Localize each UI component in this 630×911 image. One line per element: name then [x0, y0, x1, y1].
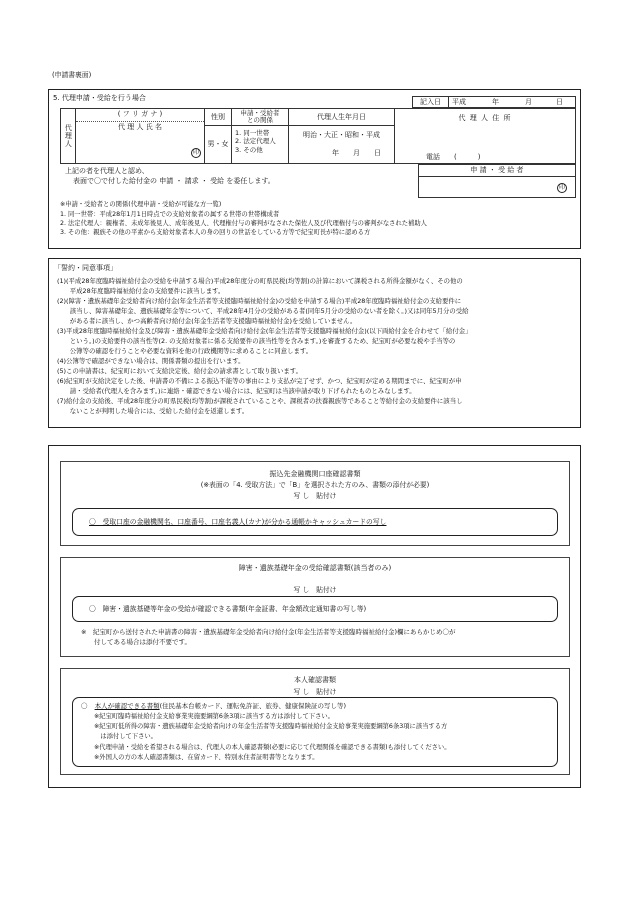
- pledge-line: (6)紀宝町が支給決定をした後、申請書の不備による振込不能等の事由により支払が完了せず、かつ、紀宝町が定める期間までに、紀宝町が申: [57, 377, 462, 385]
- proxy-address-label: 代 理 人 住 所: [458, 114, 512, 122]
- relation-choices[interactable]: [231, 125, 289, 164]
- bank-docs-title: 振込先金融機関口座確認書類: [269, 470, 361, 478]
- proxy-phone-label: 電話 ( ): [426, 153, 481, 161]
- proxy-address-field[interactable]: [394, 108, 576, 164]
- relation-notes-title: ※申請・受給者との関係(代理申請・受給が可能な方一覧): [60, 201, 222, 208]
- entry-date-label: 記入日: [412, 96, 449, 108]
- pledge-line: (3)平成28年度臨時福祉給付金及び障害・遺族基礎年金受給者向け給付金(年金生活者等支援臨時福祉給付金)(以下両給付金を合わせて「給付金」: [57, 327, 472, 335]
- identity-docs-item: 〇 本人が確認できる書類(住民基本台帳カード、運転免許証、旅券、健康保険証の写し等): [81, 702, 347, 710]
- pledge-line: がある者に該当し、かつ高齢者向け給付金(年金生活者等支援臨時福祉給付金)を受給していません。: [57, 317, 357, 325]
- relation-label: 申請・受給者との関係: [231, 108, 289, 126]
- pledge-title: 「誓約・同意事項」: [54, 264, 117, 272]
- pledge-line: という。)の支給要件の該当性等(2. の支給対象者に係る支給要件の該当性等を含みます。)を審査するため、紀宝町が必要な税や手当等の: [57, 337, 456, 345]
- identity-docs-note: ※代理申請・受給を希望される場合は、代理人の本人確認書類(必要に応じて代理関係を確認できる書類)も添付してください。: [94, 743, 451, 751]
- entry-date-month: 月: [525, 97, 532, 106]
- pledge-line: (1)(平成28年度臨時福祉給付金の受給を申請する場合)平成28年度分の町県民税(均等割)の計算において課税される所得金額がなく、その他の: [57, 277, 463, 285]
- pledge-line: (7)給付金の支給後、平成28年度分の町県民税(均等割)が課税されていることや、課税者の扶養親族等であること等給付金の支給要件に該当し: [57, 397, 463, 405]
- pledge-line: 平成28年度臨時福祉給付金の支給要件に該当します。: [57, 287, 225, 295]
- identity-docs-item-underlined: 本人が確認できる書類: [94, 702, 160, 710]
- relation-option-household[interactable]: 1. 同一世帯: [235, 129, 270, 137]
- bank-docs-subtitle: (※表面の「4. 受取方法」で「B」を選択された方のみ、書類の添付が必要): [200, 481, 430, 489]
- relation-option-other[interactable]: 3. その他: [235, 145, 263, 154]
- pension-docs-title: 障害・遺族基礎年金の受給確認書類(該当者のみ): [238, 564, 392, 572]
- gender-choice[interactable]: 男・女: [204, 125, 232, 164]
- pension-docs-note-2: 付してある場合は添付不要です。: [81, 638, 191, 646]
- proxy-birthdate-label: 代理人生年月日: [288, 108, 395, 126]
- identity-docs-note: は添付して下さい。: [94, 733, 157, 741]
- applicant-seal-mark: 印: [558, 184, 565, 192]
- page-label: (申請書裏面): [52, 71, 92, 79]
- proxy-name-label: 代 理 人 氏 名: [118, 122, 162, 131]
- entry-date-field[interactable]: [448, 96, 576, 108]
- applicant-label: 申 請 ・ 受 給 者: [418, 164, 576, 177]
- pledge-line: 公簿等の確認を行うことや必要な資料を他の行政機関等に求めることに同意します。: [57, 347, 313, 355]
- consent-line-2: 表面で〇で付した給付金の 申請 ・ 請求 ・ 受給 を委任します。: [73, 177, 275, 185]
- pledge-line: (4)公簿等で確認ができない場合は、関係書類の提出を行います。: [57, 357, 245, 365]
- pension-docs-item: 〇 障害・遺族基礎等年金の受給が確認できる書類(年金証書、年金額改定通知書の写し等): [89, 605, 367, 613]
- relation-note-1: 1. 同一世帯：平成28年1月1日時点での支給対象者の属する世帯の世帯構成者: [60, 211, 280, 218]
- entry-date-era: 平成: [452, 97, 466, 106]
- proxy-birthdate-field[interactable]: [288, 125, 395, 164]
- relation-note-2: 2. 法定代理人：親権者、未成年後見人、成年後見人、代理権付与の審判がなされた保佐人及び代理権付与の審判がなされた補助人: [60, 220, 427, 227]
- relation-note-3: 3. その他：親族その他の平素から支給対象者本人の身の回りの世話をしている方等で紀宝町長が特に認める方: [60, 229, 371, 236]
- entry-date-day: 日: [556, 97, 563, 106]
- proxy-seal-mark: 印: [192, 149, 199, 157]
- birth-eras: 明治・大正・昭和・平成: [303, 130, 380, 139]
- identity-docs-note: ※紀宝町臨時福祉給付金支給事業実施要綱第6条3項に該当する方は添付して下さい。: [94, 713, 334, 720]
- applicant-signature-field[interactable]: [418, 176, 576, 198]
- birth-ymd: 年 月 日: [332, 149, 381, 158]
- furigana-label: ( フ リ ガ ナ ): [76, 109, 204, 122]
- identity-docs-note: ※紀宝町低所得の障害・遺族基礎年金受給者向けの年金生活者等支援臨時福祉給付金支給事業実施要綱第6条3項に該当する方: [94, 723, 448, 731]
- identity-docs-note: ※外国人の方の本人確認書類は、在留カード、特別永住者証明書等となります。: [94, 753, 319, 761]
- gender-label: 性別: [204, 108, 232, 126]
- consent-line-1: 上記の者を代理人と認め、: [65, 167, 149, 175]
- pledge-line: 該当し、障害基礎年金、遺族基礎年金等について、平成28年4月分の受給がある者(同年5月分の受給のない者を除く。)又は同年5月分の受給: [57, 307, 469, 315]
- pension-docs-note-1: ※ 紀宝町から送付された申請書の障害・遺族基礎年金受給者向け給付金(年金生活者等支援臨時福祉給付金)欄にあらかじめ〇が: [81, 628, 456, 636]
- proxy-name-field[interactable]: [75, 108, 205, 164]
- relation-option-legal[interactable]: 2. 法定代理人: [235, 137, 276, 146]
- bank-docs-paste-label: 写 し 貼付け: [293, 492, 337, 500]
- identity-docs-title: 本人確認書類: [294, 676, 336, 684]
- pledge-line: 請・受給者(代理人を含みます。)に連絡・確認できない場合には、紀宝町は当該申請が取り下げられたものとみなします。: [57, 387, 416, 395]
- identity-docs-notes: [94, 712, 451, 763]
- pledge-line: (5)この申請書は、紀宝町において支給決定後、給付金の請求書として取り扱います。: [57, 367, 302, 375]
- proxy-side-label: 代理人: [60, 108, 76, 164]
- bank-docs-item: 〇 受取口座の金融機関名、口座番号、口座名義人(カナ)が分かる通帳かキャッシュカードの写し: [89, 518, 387, 526]
- pledge-line: ないことが判明した場合には、受給した給付金を返還します。: [57, 407, 249, 415]
- proxy-section-title: 5. 代理申請・受給を行う場合: [53, 94, 146, 102]
- entry-date-year: 年: [492, 97, 499, 106]
- identity-docs-paste-label: 写 し 貼付け: [293, 688, 337, 696]
- relation-notes: [60, 201, 580, 246]
- identity-docs-item-rest: (住民基本台帳カード、運転免許証、旅券、健康保険証の写し等): [159, 702, 347, 710]
- pledge-line: (2)(障害・遺族基礎年金受給者向け給付金(年金生活者等支援臨時福祉給付金)の受給を申請する場合)平成28年度臨時福祉給付金の支給要件に: [57, 297, 462, 305]
- pension-docs-paste-label: 写 し 貼付け: [293, 586, 337, 594]
